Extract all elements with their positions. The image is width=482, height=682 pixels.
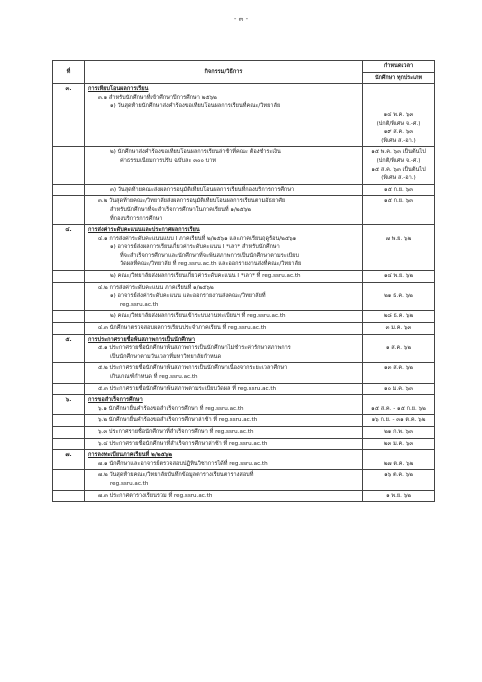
header-students: นักศึกษา ทุกประเภท	[363, 72, 435, 84]
item-text: ๔.๑ การส่งค่าระดับคะแนนแบบ I ภาคเรียนที่ ๒/๒๕๖๑ และภาคเรียนฤดูร้อน/๒๕๖๑	[98, 235, 297, 242]
table-row	[53, 311, 435, 323]
academic-calendar-table	[52, 60, 435, 502]
item-text: ๑) อาจารย์ส่งค่าระดับคะแนน และออกรายงานส่งคณะ/วิทยาลัยที่	[110, 293, 266, 300]
item-text: ๓) วันสุดท้ายคณะส่งผลการอนุมัติเทียบโอนผลการเรียนที่กองบริการการศึกษา	[110, 186, 295, 193]
table-row	[53, 225, 435, 271]
item-text: ๔.๒ การส่งค่าระดับคะแนน ภาคเรียนที่ ๑/๒๕๖๒	[98, 284, 214, 291]
item-text: ๑) วันสุดท้ายนักศึกษาส่งคำร้องขอเทียบโอนผลการเรียนที่คณะ/วิทยาลัย	[110, 103, 281, 110]
table-row	[53, 470, 435, 490]
item-text: ๗.๓ ประกาศตารางเรียนรวม ที่ reg.ssru.ac.th	[98, 492, 213, 499]
item-text: ๒) คณะ/วิทยาลัยส่งผลการเรียนเกี่ยวค่าระดับคะแนน I *เลา* ที่ reg.ssru.ac.th	[110, 273, 301, 280]
table-row	[53, 196, 435, 225]
item-text: ๕.๒ ประกาศรายชื่อนักศึกษาพ้นสภาพการเป็นนักศึกษาเนื่องจากระยะเวลาศึกษา	[98, 365, 288, 372]
table-row	[53, 184, 435, 196]
table-row	[53, 438, 435, 450]
section-title: การเทียบโอนผลการเรียน	[88, 86, 149, 93]
item-text: ๖.๑ นักศึกษายื่นคำร้องขอสำเร็จการศึกษา ที่ reg.ssru.ac.th	[98, 405, 244, 412]
item-text: ๒) คณะ/วิทยาลัยส่งผลการเรียนเข้าระบบงานทะเบียนฯ ที่ reg.ssru.ac.th	[110, 313, 286, 320]
date-text: (ปกติ/พิเศษ จ.-ศ.)	[376, 120, 421, 127]
date-text: ๓ ม.ค. ๖๓	[385, 325, 412, 332]
item-text: ๕.๑ ประกาศรายชื่อนักศึกษาพ้นสภาพการเป็นนักศึกษาไม่ชำระค่ารักษาสภาพการ	[98, 345, 291, 352]
date-text: ๑๕ ส.ค. - ๑๕ ก.ย. ๖๒	[371, 405, 426, 412]
section-no: ๕.	[53, 334, 85, 363]
date-text: (ปกติ/พิเศษ จ.-ศ.)	[376, 157, 421, 164]
date-text: ๑๙ ส.ค. ๖๓	[383, 129, 414, 136]
section-title: การส่งค่าระดับคะแนนและประกาศผลการเรียน	[88, 227, 200, 234]
date-text: ๒๑ ธ.ค. ๖๒	[384, 293, 413, 300]
date-text: ๒๗ ต.ค. ๖๒	[383, 460, 414, 467]
item-text: ที่กองบริการการศึกษา	[110, 215, 163, 222]
header-activity: กิจกรรม/วิธีการ	[85, 61, 363, 84]
item-text: วัดผลที่คณะ/วิทยาลัย ที่ reg.ssru.ac.th และออกรายงานส่งที่คณะ/วิทยาลัย	[120, 261, 302, 268]
header-no: ที่	[53, 61, 85, 84]
item-text: ๗.๒ วันสุดท้ายคณะ/วิทยาลัยบันทึกข้อมูลตารางเรียนตารางสอบที่	[98, 472, 254, 479]
date-text: ๑ ส.ค. ๖๒	[385, 345, 412, 352]
date-text: ๒๘ ธ.ค. ๖๒	[383, 313, 414, 320]
table-row	[53, 426, 435, 438]
date-text: ๑๔ พ.ย. ๖๒	[383, 273, 414, 280]
section-title: การลงทะเบียนภาคเรียนที่ ๒/๒๕๖๒	[88, 452, 173, 459]
page-number: - ๓ -	[233, 15, 249, 23]
date-text: ๑๕ พ.ค. ๖๓ เป็นต้นไป	[371, 149, 426, 156]
table-row	[53, 395, 435, 415]
table-row	[53, 282, 435, 311]
table-row	[53, 271, 435, 283]
date-text: ๑๖ ก.ย. - ๓๑ ต.ค. ๖๒	[371, 417, 426, 424]
table-row	[53, 450, 435, 470]
item-text: ๔.๓ นักศึกษาตรวจสอบผลการเรียนประจำภาคเรียน ที่ reg.ssru.ac.th	[98, 325, 267, 332]
item-text: ๖.๔ ประกาศรายชื่อนักศึกษาที่สำเร็จการศึกษาล่าช้า ที่ reg.ssru.ac.th	[98, 440, 268, 447]
item-text: ค่าธรรมเนียมการปรับ ฉบับละ ๓๐๐ บาท	[120, 157, 217, 164]
date-text: ๑๔ พ.ค. ๖๓	[383, 111, 414, 118]
date-text: ๑๖ ต.ค. ๖๒	[384, 472, 413, 479]
date-text: ๑๕ ก.ย. ๖๓	[384, 198, 413, 205]
date-text: ๑๕ ส.ค. ๖๓ เป็นต้นไป	[371, 166, 426, 173]
item-text: reg.ssru.ac.th	[120, 301, 159, 308]
item-text: ๗.๑ นักศึกษาและอาจารย์ตรวจสอบปฏิทินวิชาการได้ที่ reg.ssru.ac.th	[98, 460, 268, 467]
date-text: ๑๕ ก.ย. ๖๓	[384, 186, 413, 193]
table-row	[53, 383, 435, 395]
section-no: ๔.	[53, 225, 85, 271]
section-no: ๗.	[53, 450, 85, 470]
item-text: ๖.๓ ประกาศรายชื่อนักศึกษาที่สำเร็จการศึกษา ที่ reg.ssru.ac.th	[98, 428, 254, 435]
section-no: ๖.	[53, 395, 85, 415]
date-text: ๗ พ.ย. ๖๒	[385, 235, 412, 242]
item-text: ๕.๓ ประกาศรายชื่อนักศึกษาพ้นสภาพตามระเบียบวัดผล ที่ reg.ssru.ac.th	[98, 385, 277, 392]
table-row	[53, 363, 435, 383]
item-text: ๓.๑ สำหรับนักศึกษาที่เข้าศึกษาปีการศึกษา ๒๕๖๒	[98, 94, 217, 101]
section-no: ๓.	[53, 84, 85, 147]
item-text: สำหรับนักศึกษาที่จะสำเร็จการศึกษาในภาคเรียนที่ ๑/๒๕๖๒	[110, 206, 251, 213]
item-text: ๖.๒ นักศึกษายื่นคำร้องขอสำเร็จการศึกษาล่าช้า ที่ reg.ssru.ac.th	[98, 417, 258, 424]
table-row	[53, 84, 435, 147]
item-text: ๒) นักศึกษาส่งคำร้องขอเทียบโอนผลการเรียนล่าช้าที่คณะ ต้องชำระเงิน	[110, 149, 281, 156]
item-text: ๓.๒ วันสุดท้ายคณะ/วิทยาลัยส่งผลการอนุมัติเทียบโอนผลการเรียนตามอัธยาศัย	[98, 198, 286, 205]
table-row	[53, 323, 435, 335]
item-text: เป็นนักศึกษาตามวันเวลาที่มหาวิทยาลัยกำหนด	[110, 353, 222, 360]
table-row	[53, 147, 435, 184]
date-text: ๒๓ ม.ค. ๖๓	[383, 440, 414, 447]
header-period: กำหนดเวลา	[363, 61, 435, 73]
item-text: ๑) อาจารย์ส่งผลการเรียนเกี่ยวค่าระดับคะแนน I *เลา* สำหรับนักศึกษา	[110, 244, 280, 251]
item-text: ที่จะสำเร็จการศึกษาและนักศึกษาที่จะพ้นสภาพการเป็นนักศึกษาตามระเบียบ	[120, 252, 299, 259]
date-text: ๑๐ ม.ค. ๖๓	[384, 385, 413, 392]
section-title: การขอสำเร็จการศึกษา	[88, 397, 143, 404]
date-text: (พิเศษ ส.-อา.)	[381, 175, 416, 182]
item-text: เกินเกณฑ์กำหนด ที่ reg.ssru.ac.th	[110, 374, 198, 380]
table-row	[53, 490, 435, 502]
table-row	[53, 415, 435, 427]
date-text: ๑๓ ส.ค. ๖๒	[384, 365, 413, 372]
section-title: การประกาศรายชื่อพ้นสภาพการเป็นนักศึกษา	[88, 336, 195, 343]
item-text: reg.ssru.ac.th	[110, 480, 149, 487]
date-text: ๒๑ ก.พ. ๖๓	[384, 428, 413, 435]
date-text: ๑ พ.ย. ๖๒	[386, 492, 411, 499]
table-row	[53, 334, 435, 363]
date-text: (พิเศษ ส.-อา.)	[381, 137, 416, 144]
